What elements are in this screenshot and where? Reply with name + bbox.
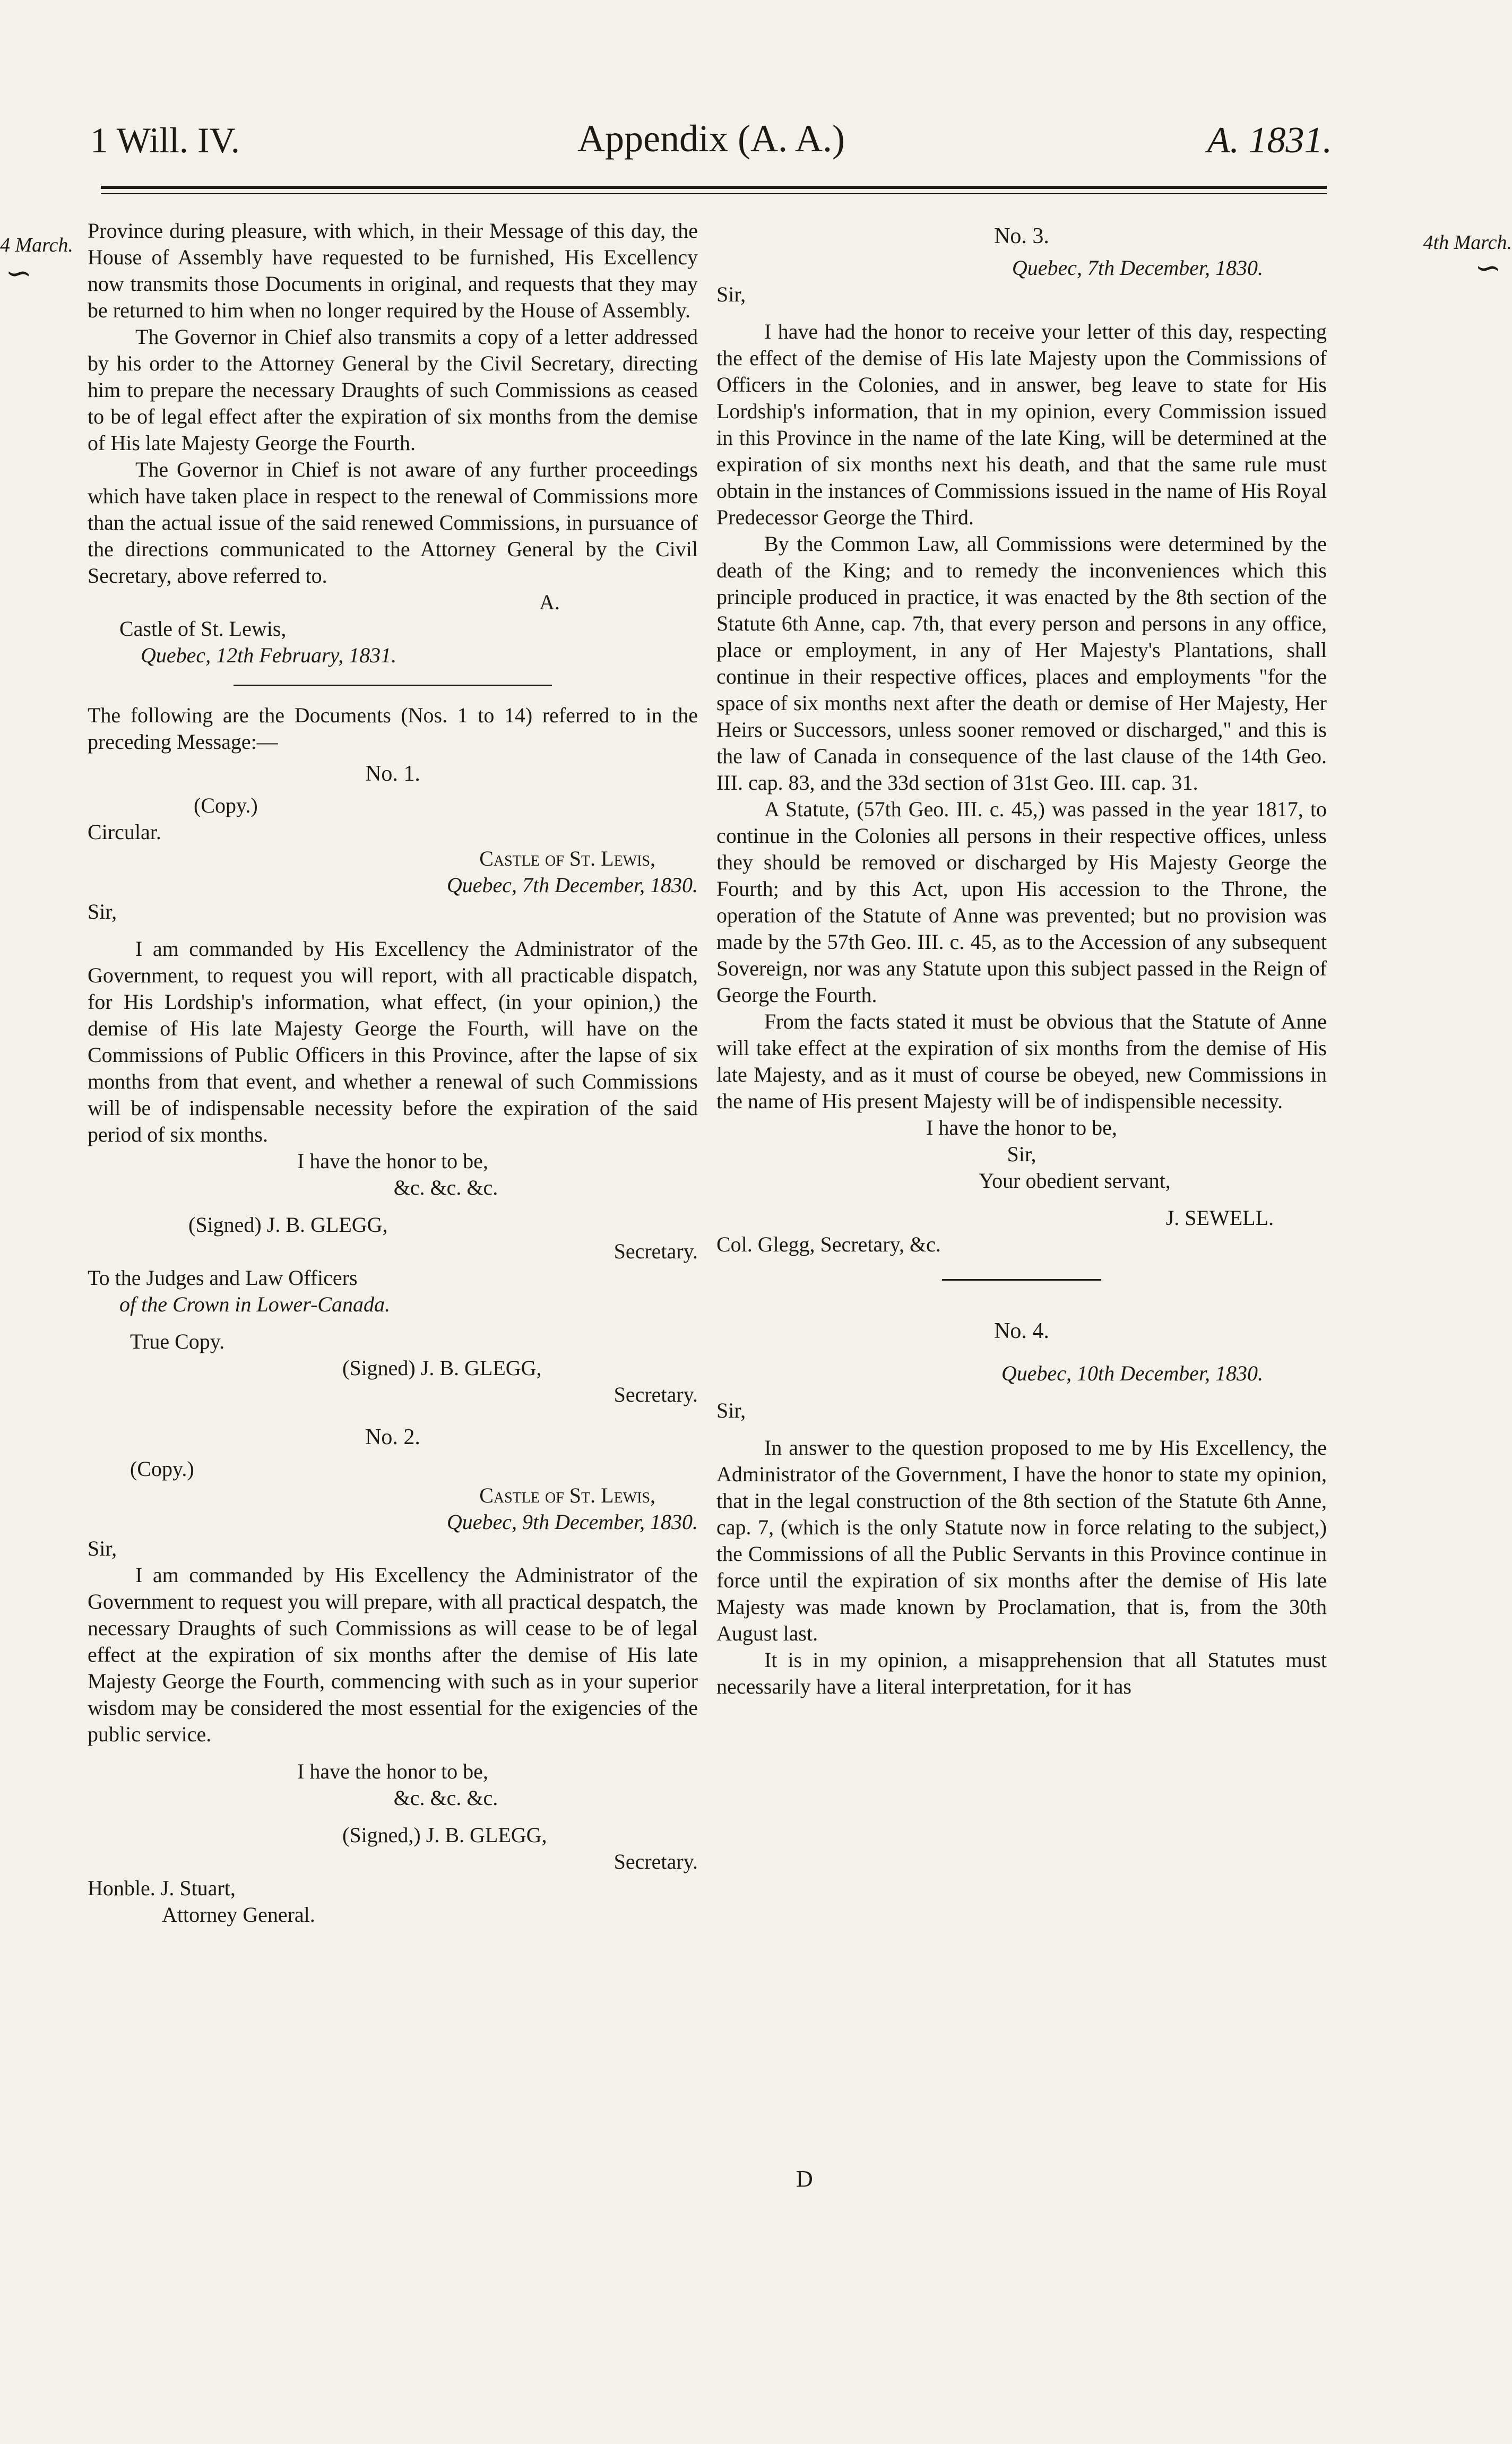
- salutation: Sir,: [88, 1536, 117, 1560]
- date-line: Quebec, 7th December, 1830.: [1012, 256, 1263, 280]
- left-column: [88, 218, 698, 1928]
- salutation: Sir,: [88, 900, 117, 923]
- signature-title: Secretary.: [614, 1850, 698, 1873]
- document-number: No. 1.: [365, 762, 420, 786]
- swash-ornament-right: ∽: [1474, 251, 1501, 286]
- document-number: No. 3.: [994, 224, 1049, 248]
- closing-salutation: Sir,: [1007, 1142, 1036, 1166]
- header-appendix: Appendix (A. A.): [577, 117, 845, 160]
- copy-label: (Copy.): [194, 793, 258, 817]
- letter-body: It is in my opinion, a misapprehension that all Statutes must necessarily have a literal interpretation, for it has: [716, 1648, 1327, 1698]
- header-year: A. 1831.: [1207, 120, 1332, 161]
- addressee: Col. Glegg, Secretary, &c.: [716, 1232, 941, 1256]
- section-rule: [234, 685, 552, 686]
- place-line: Castle of St. Lewis,: [479, 1483, 655, 1507]
- letter-body: I have had the honor to receive your letter of this day, respecting the effect of the demise of His late Majesty upon the Commissions of Officers in the Colonies, and in answer, beg leave to state for His Lordship's information, that in my opinion, every Commission issued in this Province in the name of the late King, will be determined at the expiration of six months next his death, and that the same rule must obtain in the instances of Commissions issued in the name of His Royal Predecessor George the Third.: [716, 319, 1327, 529]
- place-line: Castle of St. Lewis,: [119, 617, 287, 641]
- addressee: Honble. J. Stuart,: [88, 1876, 236, 1900]
- letter-body: I am commanded by His Excellency the Administrator of the Government, to request you will report, with all practicable dispatch, for His Lordship's information, what effect, (in your opinion,) the demise of His late Majesty George the Fourth, will have on the Commissions of Public Officers in this Province, after the lapse of six months from that event, and whether a renewal of such Commissions will be of indispensable necessity before the expiration of the said period of six months.: [88, 937, 698, 1146]
- closing-etc: &c. &c. &c.: [393, 1786, 498, 1810]
- letter-body: By the Common Law, all Commissions were determined by the death of the King; and to remedy the inconveniences which this principle produced in practice, it was enacted by the 8th section of the Statute 6th Anne, cap. 7th, that every person and persons in any office, place or employment, in any of Her Majesty's Plantations, shall continue in their respective offices, places and employments "for the space of six months next after the death or demise of Her Majesty, Her Heirs or Successors, unless sooner removed or discharged," and this is the law of Canada in consequence of the last clause of the 14th Geo. III. cap. 83, and the 33d section of 31st Geo. III. cap. 31.: [716, 532, 1327, 794]
- signature-line: (Signed) J. B. GLEGG,: [188, 1213, 388, 1237]
- date-line: Quebec, 9th December, 1830.: [446, 1510, 698, 1534]
- header-session: 1 Will. IV.: [90, 120, 240, 160]
- signature-line: (Signed,) J. B. GLEGG,: [342, 1823, 547, 1847]
- signature-line: (Signed) J. B. GLEGG,: [342, 1356, 542, 1380]
- closing-servant: Your obedient servant,: [979, 1169, 1171, 1193]
- header-rule-thick: [101, 186, 1327, 189]
- signature-title: Secretary.: [614, 1239, 698, 1263]
- header-rule-thin: [101, 193, 1327, 194]
- closing-line: I have the honor to be,: [926, 1116, 1117, 1139]
- page-header: [90, 106, 1332, 165]
- salutation: Sir,: [716, 1398, 746, 1422]
- closing-line: I have the honor to be,: [297, 1149, 488, 1173]
- addressee: Attorney General.: [162, 1903, 315, 1927]
- swash-ornament-left: ∽: [5, 256, 32, 291]
- message-paragraph: The Governor in Chief also transmits a copy of a letter addressed by his order to the Attorney General by the Civil Secretary, directing him to prepare the necessary Draughts of such Commissions as ceased to be of legal effect after the expiration of six months from the demise of His late Majesty George the Fourth.: [88, 325, 698, 455]
- circular-label: Circular.: [88, 820, 161, 844]
- right-column: [716, 218, 1327, 1700]
- date-line: Quebec, 10th December, 1830.: [1001, 1361, 1263, 1385]
- documents-intro: The following are the Documents (Nos. 1 to 14) referred to in the preceding Message:—: [88, 703, 698, 754]
- margin-note-left: 4 March.: [0, 234, 73, 256]
- addressee: To the Judges and Law Officers: [88, 1266, 358, 1290]
- message-paragraph: The Governor in Chief is not aware of any further proceedings which have taken place in respect to the renewal of Commissions more than the actual issue of the said renewed Commissions, in pursuance of the directions communicated to the Attorney General by the Civil Secretary, above referred to.: [88, 457, 698, 588]
- date-line: Quebec, 7th December, 1830.: [446, 873, 698, 897]
- letter-body: From the facts stated it must be obvious that the Statute of Anne will take effect at the expiration of six months from the demise of His late Majesty, and as it must of course be obeyed, new Commissions in the name of His present Majesty will be of indispensible necessity.: [716, 1009, 1327, 1113]
- addressee: of the Crown in Lower-Canada.: [119, 1292, 390, 1316]
- copy-label: (Copy.): [130, 1457, 194, 1481]
- date-line: Quebec, 12th February, 1831.: [141, 643, 397, 667]
- signature-letter: D: [796, 2166, 813, 2192]
- section-rule: [942, 1279, 1101, 1281]
- closing-line: I have the honor to be,: [297, 1759, 488, 1783]
- salutation: Sir,: [716, 282, 746, 306]
- place-line: Castle of St. Lewis,: [479, 847, 655, 870]
- document-number: No. 4.: [994, 1319, 1049, 1343]
- true-copy-label: True Copy.: [130, 1329, 225, 1353]
- signature-mark: A.: [539, 590, 560, 614]
- letter-body: In answer to the question proposed to me by His Excellency, the Administrator of the Government, I have the honor to state my opinion, that in the legal construction of the 8th section of the Statute 6th Anne, cap. 7, (which is the only Statute now in force relating to the subject,) the Commissions of all the Public Servants in this Province continue in force until the expiration of six months after the demise of His late Majesty was made known by Proclamation, that is, from the 30th August last.: [716, 1436, 1327, 1645]
- letter-body: I am commanded by His Excellency the Administrator of the Government to request you will prepare, with all practical despatch, the necessary Draughts of such Commissions as will cease to be of legal effect at the expiration of six months after the demise of His late Majesty George the Fourth, commencing with such as in your superior wisdom may be considered the most essential for the exigencies of the public service.: [88, 1563, 698, 1746]
- signature-title: Secretary.: [614, 1383, 698, 1406]
- closing-etc: &c. &c. &c.: [393, 1176, 498, 1199]
- message-paragraph: Province during pleasure, with which, in their Message of this day, the House of Assembly have requested to be furnished, His Excellency now transmits those Documents in original, and requests that they may be returned to him when no longer required by the House of Assembly.: [88, 219, 698, 322]
- letter-body: A Statute, (57th Geo. III. c. 45,) was passed in the year 1817, to continue in the Colonies all persons in their respective offices, unless they should be removed or discharged by His Majesty George the Fourth; and by this Act, upon His accession to the Throne, the operation of the Statute of Anne was prevented; but no provision was made by the 57th Geo. III. c. 45, as to the Accession of any subsequent Sovereign, nor was any Statute upon this subject passed in the Reign of George the Fourth.: [716, 797, 1327, 1007]
- document-number: No. 2.: [365, 1425, 420, 1449]
- margin-note-right: 4th March.: [1423, 231, 1512, 254]
- signature-line: J. SEWELL.: [1165, 1206, 1274, 1230]
